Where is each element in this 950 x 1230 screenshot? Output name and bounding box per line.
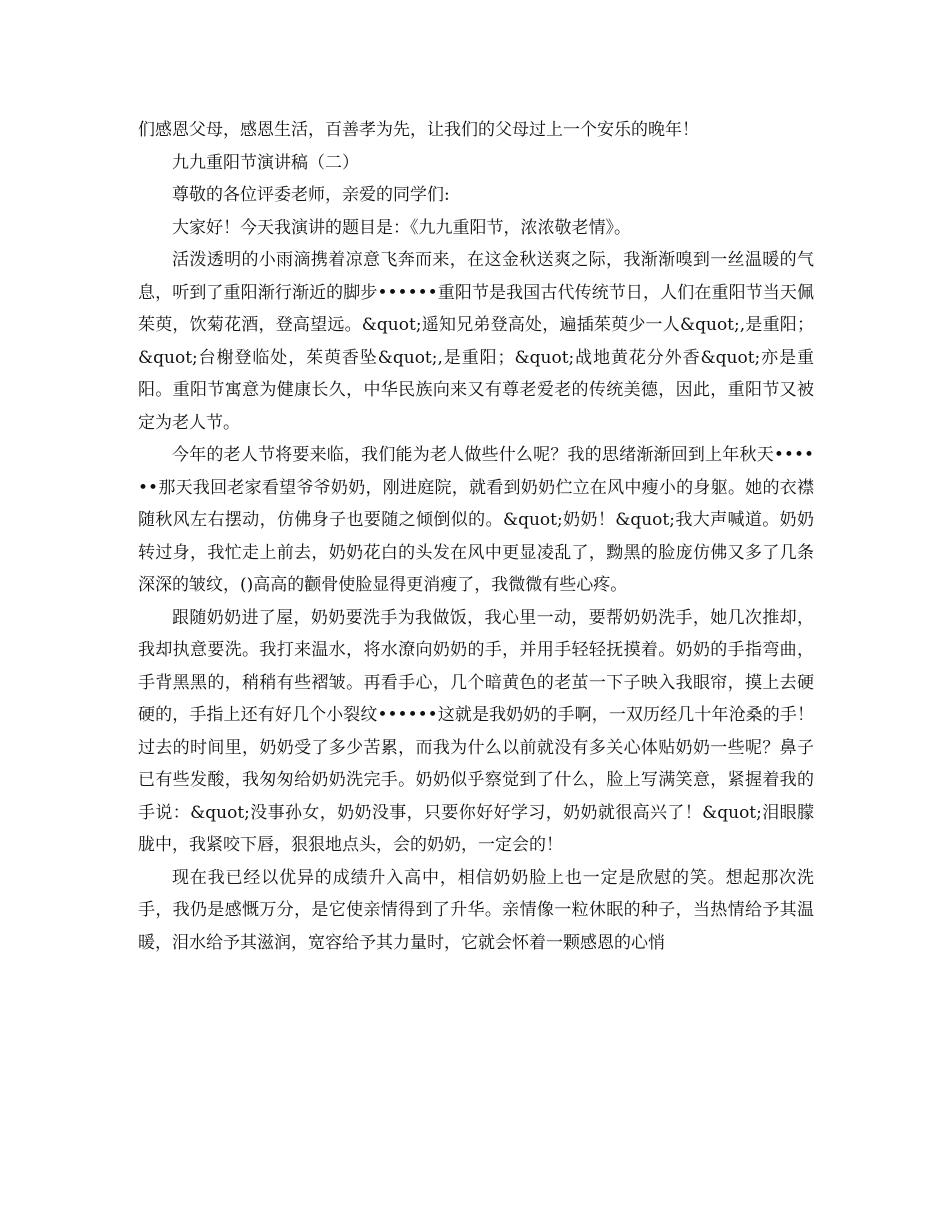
paragraph: 跟随奶奶进了屋，奶奶要洗手为我做饭，我心里一动，要帮奶奶洗手，她几次推却，我却执意要洗。我打来温水，将水潦向奶奶的手，并用手轻轻抚摸着。奶奶的手指弯曲，手背黑黑的，稍稍有些褶皱。再看手心，几个暗黄色的老茧一下子映入我眼帘，摸上去硬硬的，手指上还有好几个小裂纹••••••这就是我奶奶的手啊，一双历经几十年沧桑的手！过去的时间里，奶奶受了多少苦累，而我为什么以前就没有多关心体贴奶奶一些呢？鼻子已有些发酸，我匆匆给奶奶洗完手。奶奶似乎察觉到了什么，脸上写满笑意，紧握着我的手说：&quot;没事孙女，奶奶没事，只要你好好学习，奶奶就很高兴了！&quot;泪眼朦胧中，我紧咬下唇，狠狠地点头，会的奶奶，一定会的！ xyxy=(138,607,814,855)
paragraph: 今年的老人节将要来临，我们能为老人做些什么呢？我的思绪渐渐回到上年秋天••••••那天我回老家看望爷爷奶奶，刚进庭院，就看到奶奶伫立在风中瘦小的身躯。她的衣襟随秋风左右摆动，仿佛身子也要随之倾倒似的。&quot;奶奶！&quot;我大声喊道。奶奶转过身，我忙走上前去，奶奶花白的头发在风中更显凌乱了，黝黑的脸庞仿佛又多了几条深深的皱纹，()高高的颧骨使脸显得更消瘦了，我微微有些心疼。 xyxy=(138,445,814,595)
document-body xyxy=(138,114,814,959)
greeting: 大家好！今天我演讲的题目是：《九九重阳节，浓浓敬老情》。 xyxy=(172,217,631,238)
paragraph: 活泼透明的小雨滴携着凉意飞奔而来，在这金秋送爽之际，我渐渐嗅到一丝温暖的气息，听到了重阳渐行渐近的脚步••••••重阳节是我国古代传统节日，人们在重阳节当天佩茱萸，饮菊花酒，登高望远。&quot;遥知兄弟登高处，遍插茱萸少一人&quot;,是重阳；&quot;台榭登临处，茱萸香坠&quot;,是重阳；&quot;战地黄花分外香&quot;亦是重阳。重阳节寓意为健康长久，中华民族向来又有尊老爱老的传统美德，因此，重阳节又被定为老人节。 xyxy=(138,250,814,433)
paragraph: 现在我已经以优异的成绩升入高中，相信奶奶脸上也一定是欣慰的笑。想起那次洗手，我仍是感慨万分，是它使亲情得到了升华。亲情像一粒休眠的种子，当热情给予其温暖，泪水给予其滋润，宽容给予其力量时，它就会怀着一颗感恩的心悄 xyxy=(138,867,814,953)
salutation: 尊敬的各位评委老师，亲爱的同学们: xyxy=(172,185,450,205)
paragraph: 们感恩父母，感恩生活，百善孝为先，让我们的父母过上一个安乐的晚年！ xyxy=(138,120,699,140)
section-title: 九九重阳节演讲稿（二） xyxy=(172,152,359,173)
